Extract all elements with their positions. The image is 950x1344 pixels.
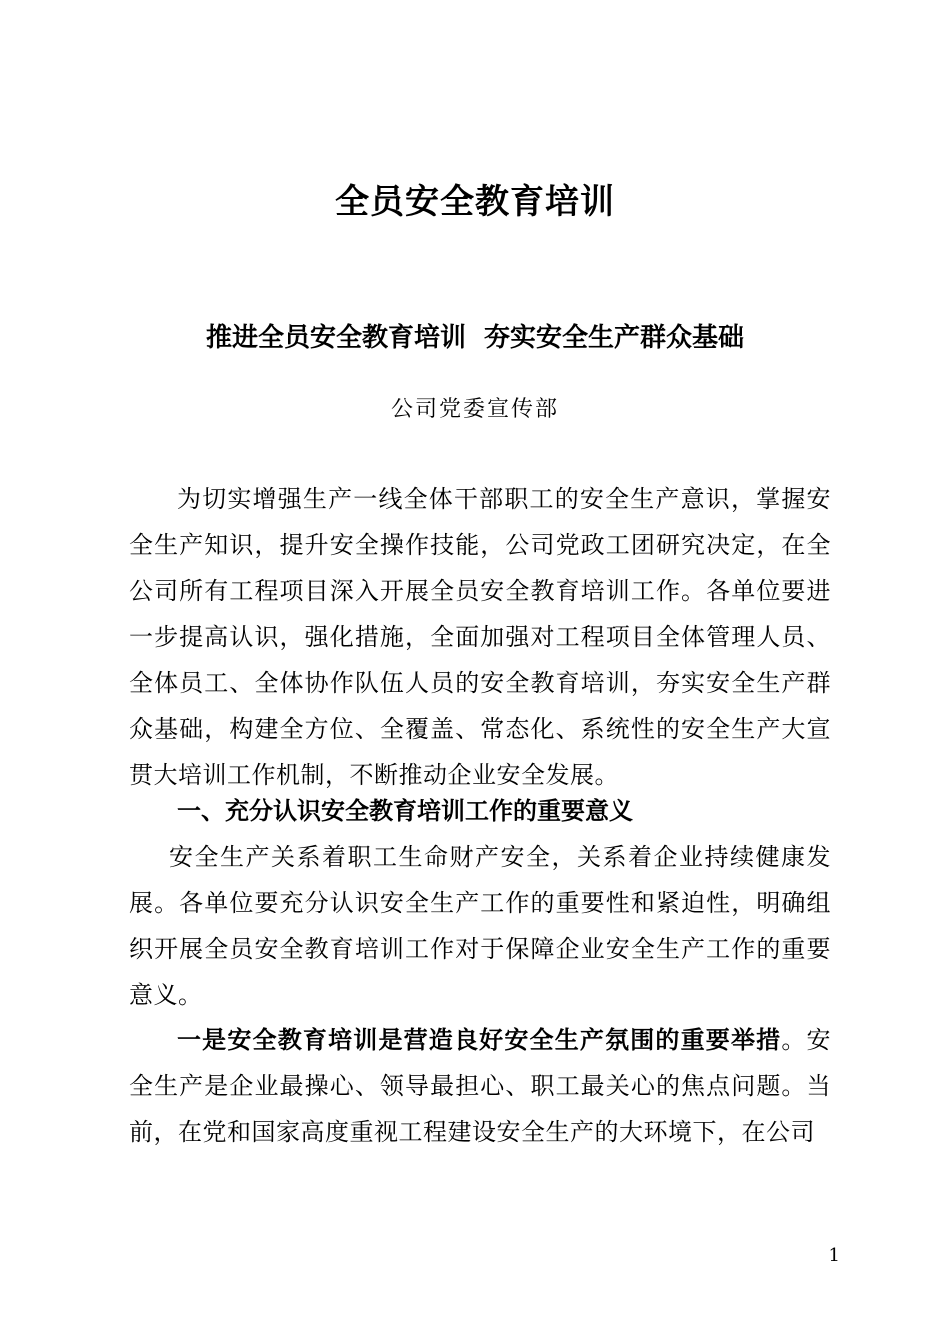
document-title: 全员安全教育培训 [335, 182, 615, 222]
section-1-paragraph: 安全生产关系着职工生命财产安全，关系着企业持续健康发展。各单位要充分认识安全生产工作的重要性和紧迫性，明确组织开展全员安全教育培训工作对于保障企业安全生产工作的重要意义。 [129, 843, 831, 1009]
point-1-text: 。安全生产是企业最操心、领导最担心、职工最关心的焦点问题。当前，在党和国家高度重视工程建设安全生产的大环境下，在公司 [129, 1026, 832, 1146]
page-number: 1 [828, 1245, 840, 1266]
section-heading-1: 一、充分认识安全教育培训工作的重要意义 [177, 797, 633, 825]
point-1-lead: 一是安全教育培训是营造良好安全生产氛围的重要举措 [177, 1025, 782, 1054]
document-author: 公司党委宣传部 [390, 397, 559, 422]
document-subtitle: 推进全员安全教育培训 夯实安全生产群众基础 [205, 323, 745, 353]
intro-paragraph: 为切实增强生产一线全体干部职工的安全生产意识，掌握安全生产知识，提升安全操作技能，公司党政工团研究决定，在全公司所有工程项目深入开展全员安全教育培训工作。各单位要进一步提高认识，强化措施，全面加强对工程项目全体管理人员、全体员工、全体协作队伍人员的安全教育培训，夯实安全生产群众基础，构建全方位、全覆盖、常态化、系统性的安全生产大宣贯大培训工作机制，不断推动企业安全发展。 [129, 485, 831, 789]
point-1-paragraph [129, 1017, 831, 1155]
